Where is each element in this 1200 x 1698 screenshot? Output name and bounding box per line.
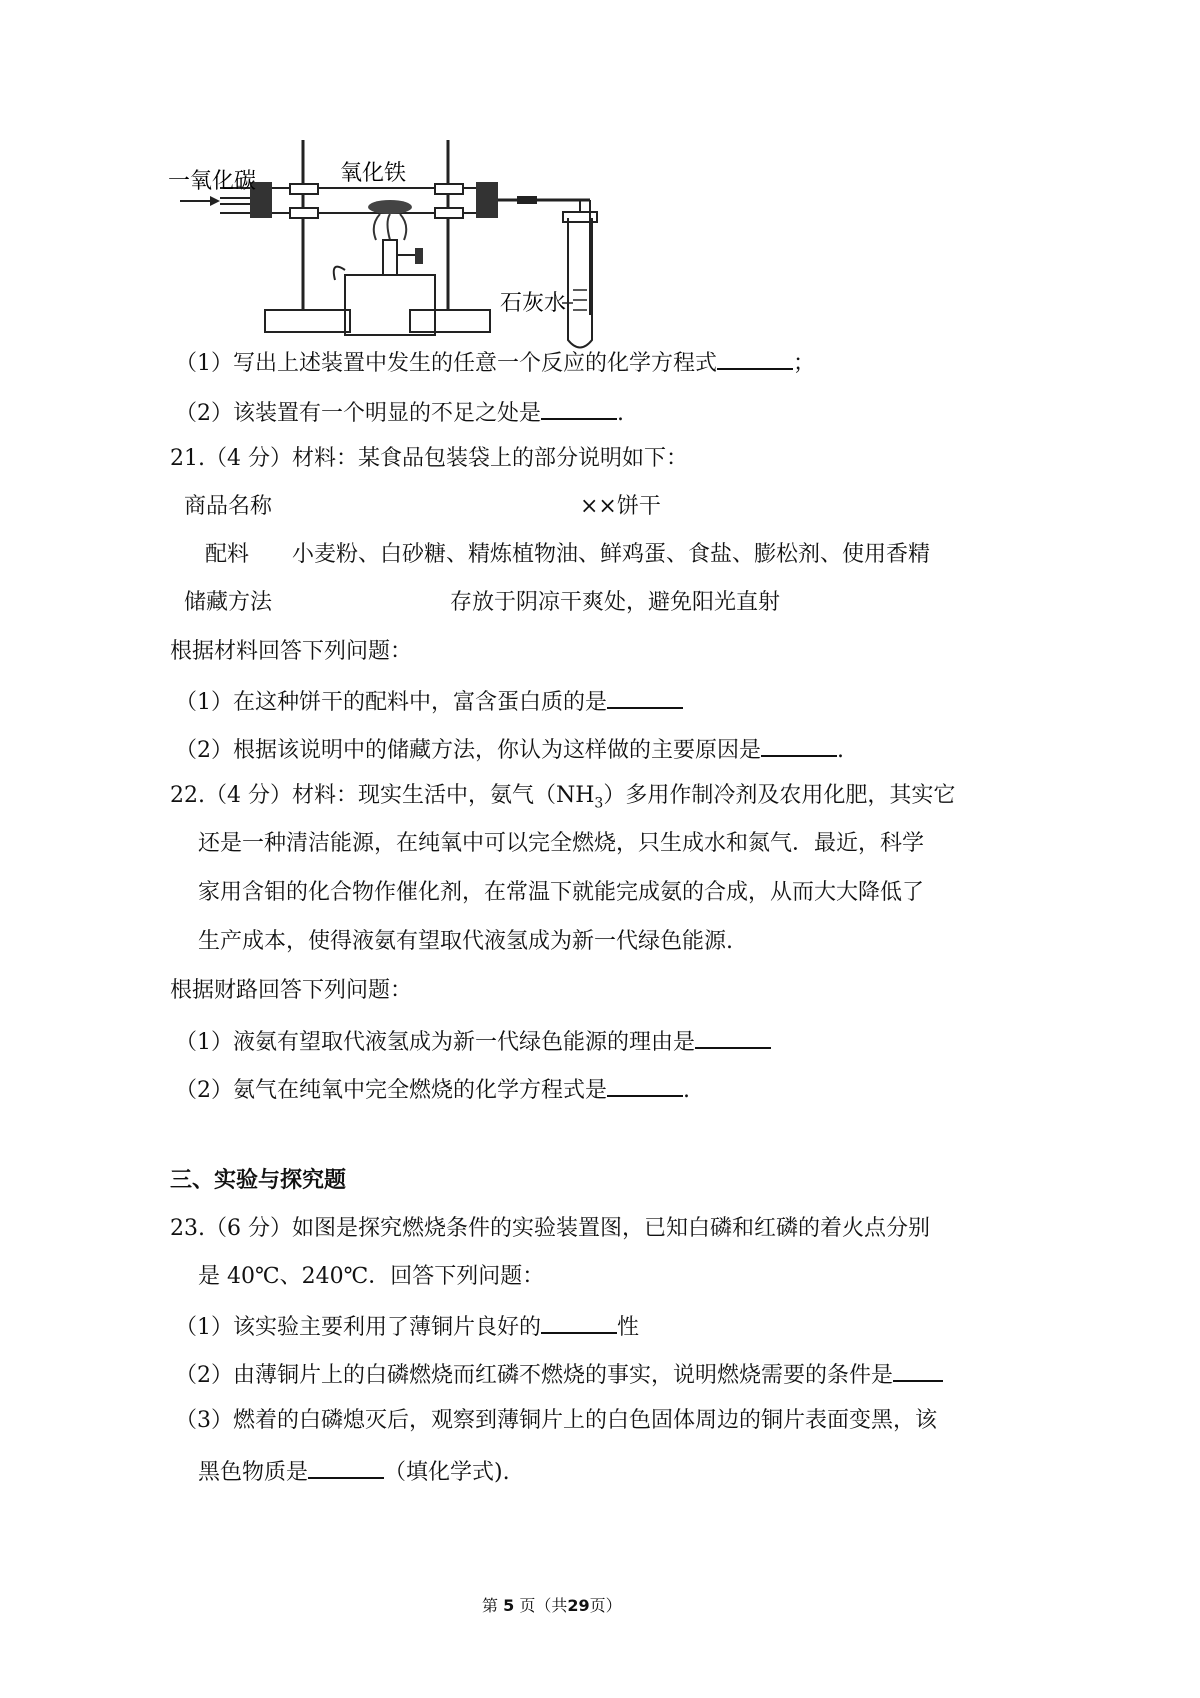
section-title: 三、实验与探究题 bbox=[170, 1168, 347, 1193]
q21-part1: （1）在这种饼干的配料中，富含蛋白质的是 bbox=[175, 685, 683, 718]
answer-blank[interactable] bbox=[695, 1025, 771, 1049]
q23-part2: （2）由薄铜片上的白磷燃烧而红磷不燃烧的事实，说明燃烧需要的条件是 bbox=[175, 1358, 943, 1391]
answer-blank[interactable] bbox=[893, 1358, 943, 1382]
label-iron-oxide: 氧化铁 bbox=[340, 161, 407, 186]
q23-part1: （1）该实验主要利用了薄铜片良好的 性 bbox=[175, 1310, 639, 1343]
q20-part2: （2）该装置有一个明显的不足之处是 . bbox=[175, 396, 624, 429]
q23-part3-line1: （3）燃着的白磷熄灭后，观察到薄铜片上的白色固体周边的铜片表面变黑，该 bbox=[175, 1408, 937, 1433]
q23-part3-line2: 黑色物质是 （填化学式). bbox=[198, 1455, 510, 1488]
q22-prompt: 根据财路回答下列问题： bbox=[170, 978, 413, 1003]
q23-line2: 是 40℃、240℃．回答下列问题： bbox=[198, 1264, 545, 1289]
q21-stem: 21.（4 分）材料：某食品包装袋上的部分说明如下： bbox=[170, 446, 688, 471]
page-total: 29 bbox=[567, 1596, 590, 1615]
answer-blank[interactable] bbox=[607, 685, 683, 709]
q23-line1: 23.（6 分）如图是探究燃烧条件的实验装置图，已知白磷和红磷的着火点分别 bbox=[170, 1216, 930, 1241]
table-value-product-name: ××饼干 bbox=[580, 494, 661, 519]
label-co: 一氧化碳 bbox=[168, 169, 257, 194]
answer-blank[interactable] bbox=[541, 396, 617, 420]
q21-part2: （2）根据该说明中的储藏方法，你认为这样做的主要原因是 . bbox=[175, 733, 844, 766]
answer-blank[interactable] bbox=[761, 733, 837, 757]
table-label-ingredients: 配料 bbox=[205, 542, 250, 567]
q22-line1: 22.（4 分）材料：现实生活中，氨气$(NH_3)$多用作制冷剂及农用化肥，其实它 bbox=[170, 783, 956, 812]
table-label-storage: 储藏方法 bbox=[184, 590, 273, 615]
table-value-storage: 存放于阴凉干爽处，避免阳光直射 bbox=[450, 590, 781, 615]
q22-line2: 还是一种清洁能源，在纯氧中可以完全燃烧，只生成水和氮气．最近，科学 bbox=[198, 831, 925, 856]
table-label-product-name: 商品名称 bbox=[184, 494, 273, 519]
q22-line3: 家用含钼的化合物作催化剂，在常温下就能完成氨的合成，从而大大降低了 bbox=[198, 880, 925, 905]
q22-part1: （1）液氨有望取代液氢成为新一代绿色能源的理由是 bbox=[175, 1025, 771, 1058]
q21-prompt: 根据材料回答下列问题： bbox=[170, 639, 413, 664]
page-number: 5 bbox=[503, 1596, 515, 1615]
q22-line4: 生产成本，使得液氨有望取代液氢成为新一代绿色能源. bbox=[198, 929, 733, 954]
answer-blank[interactable] bbox=[607, 1073, 683, 1097]
answer-blank[interactable] bbox=[308, 1455, 384, 1479]
page-footer: 第 5 页（共29页） bbox=[482, 1596, 622, 1615]
answer-blank[interactable] bbox=[717, 346, 793, 370]
answer-blank[interactable] bbox=[541, 1310, 617, 1334]
q22-part2: （2）氨气在纯氧中完全燃烧的化学方程式是 . bbox=[175, 1073, 690, 1106]
label-limewater: 石灰水 bbox=[500, 291, 567, 316]
table-value-ingredients: 小麦粉、白砂糖、精炼植物油、鲜鸡蛋、食盐、膨松剂、使用香精 bbox=[292, 542, 931, 567]
q20-part1: （1）写出上述装置中发生的任意一个反应的化学方程式 ； bbox=[175, 346, 815, 379]
co-reduction-apparatus-figure bbox=[168, 140, 640, 355]
